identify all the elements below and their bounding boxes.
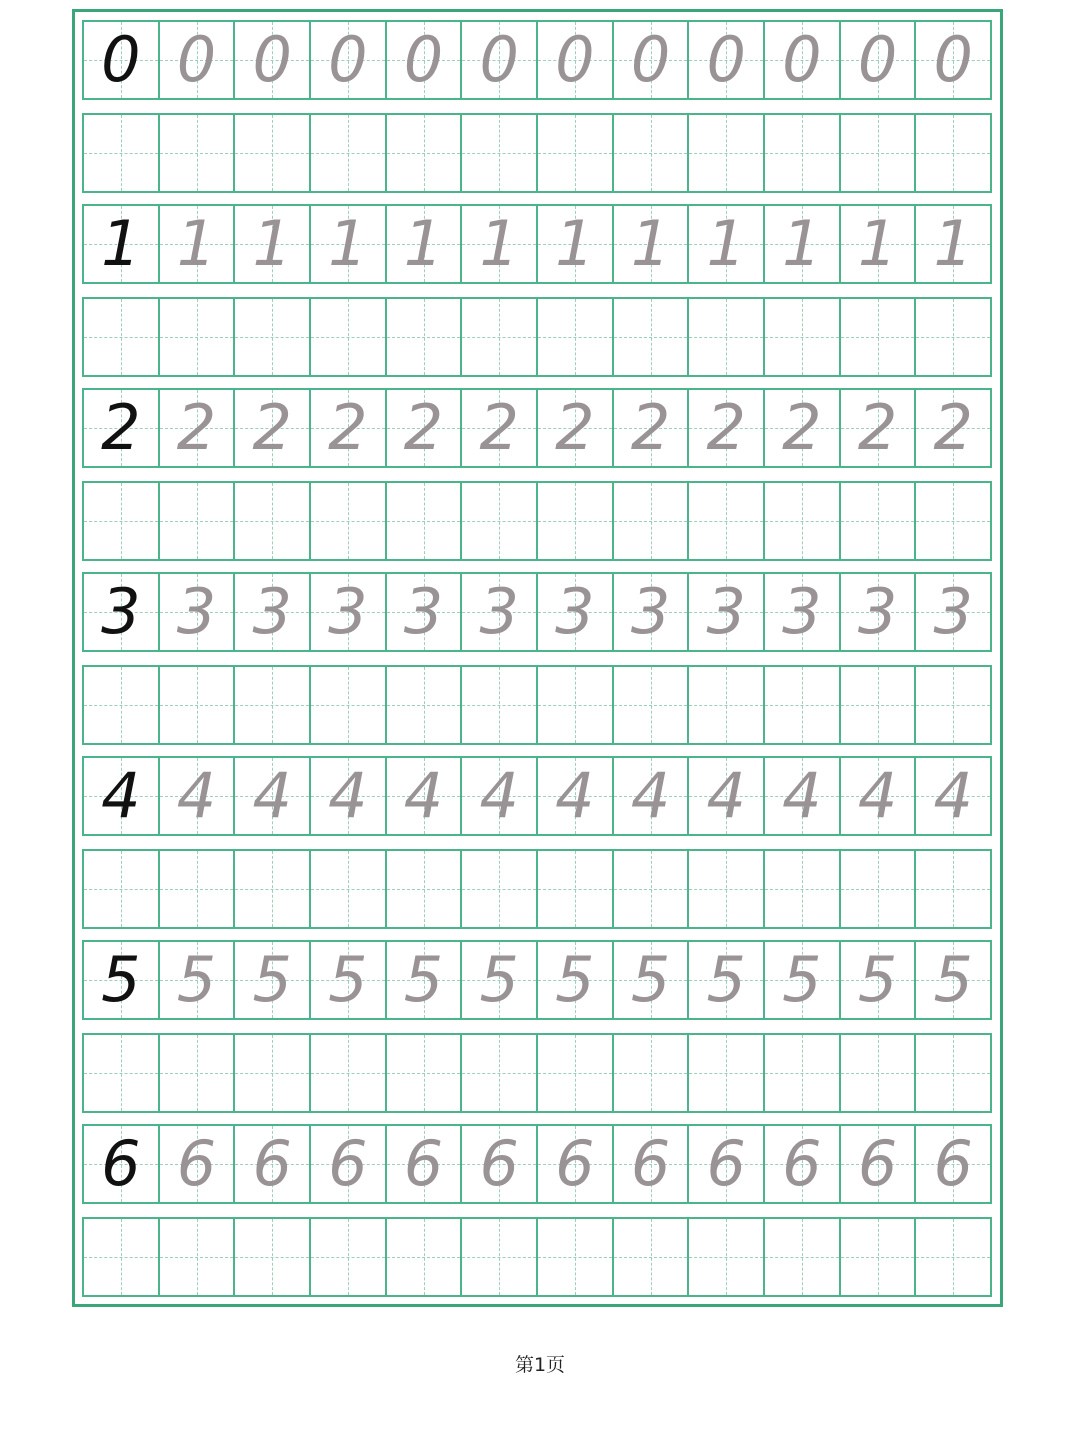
trace-cell bbox=[387, 942, 463, 1018]
model-cell bbox=[84, 758, 160, 834]
writing-cell[interactable] bbox=[765, 667, 841, 743]
trace-digit: 1 bbox=[479, 207, 519, 280]
trace-cell bbox=[765, 206, 841, 282]
trace-digit: 6 bbox=[328, 1127, 368, 1200]
writing-cell[interactable] bbox=[160, 851, 236, 927]
writing-cell[interactable] bbox=[84, 483, 160, 559]
writing-cell[interactable] bbox=[614, 483, 690, 559]
writing-cell[interactable] bbox=[614, 1035, 690, 1111]
trace-digit: 4 bbox=[857, 759, 898, 832]
trace-cell bbox=[387, 574, 463, 650]
trace-digit: 2 bbox=[555, 391, 595, 464]
writing-cell[interactable] bbox=[689, 1035, 765, 1111]
trace-cell bbox=[311, 1126, 387, 1202]
trace-digit: 6 bbox=[933, 1127, 973, 1200]
writing-cell[interactable] bbox=[916, 851, 992, 927]
trace-cell bbox=[311, 574, 387, 650]
writing-cell[interactable] bbox=[84, 115, 160, 191]
trace-cell bbox=[841, 942, 917, 1018]
model-digit: 4 bbox=[101, 759, 141, 832]
writing-cell[interactable] bbox=[765, 851, 841, 927]
trace-cell bbox=[765, 574, 841, 650]
practice-row-4 bbox=[82, 849, 992, 929]
trace-digit: 6 bbox=[555, 1127, 595, 1200]
digit-row-3 bbox=[82, 572, 992, 652]
trace-cell bbox=[689, 206, 765, 282]
trace-digit: 1 bbox=[706, 207, 746, 280]
trace-cell bbox=[160, 758, 236, 834]
trace-digit: 4 bbox=[252, 759, 292, 832]
trace-cell bbox=[841, 206, 917, 282]
trace-cell bbox=[235, 758, 311, 834]
writing-cell[interactable] bbox=[387, 851, 463, 927]
trace-cell bbox=[916, 206, 992, 282]
trace-digit: 3 bbox=[403, 575, 444, 648]
trace-digit: 2 bbox=[176, 391, 217, 464]
trace-digit: 0 bbox=[630, 23, 671, 96]
model-cell bbox=[84, 1126, 160, 1202]
writing-cell[interactable] bbox=[614, 299, 690, 375]
trace-cell bbox=[462, 758, 538, 834]
writing-cell[interactable] bbox=[462, 1035, 538, 1111]
trace-cell bbox=[538, 574, 614, 650]
writing-cell[interactable] bbox=[765, 1035, 841, 1111]
trace-cell bbox=[160, 1126, 236, 1202]
trace-cell bbox=[160, 206, 236, 282]
trace-cell bbox=[841, 758, 917, 834]
trace-digit: 5 bbox=[630, 943, 671, 1016]
writing-cell[interactable] bbox=[765, 1219, 841, 1295]
trace-cell bbox=[765, 1126, 841, 1202]
writing-cell[interactable] bbox=[916, 667, 992, 743]
trace-cell bbox=[614, 574, 690, 650]
trace-digit: 3 bbox=[328, 575, 368, 648]
digit-row-5 bbox=[82, 940, 992, 1020]
digit-row-6 bbox=[82, 1124, 992, 1204]
trace-cell bbox=[387, 206, 463, 282]
writing-cell[interactable] bbox=[235, 115, 311, 191]
trace-digit: 4 bbox=[630, 759, 671, 832]
trace-digit: 6 bbox=[857, 1127, 898, 1200]
writing-cell[interactable] bbox=[311, 667, 387, 743]
trace-cell bbox=[311, 206, 387, 282]
trace-cell bbox=[538, 390, 614, 466]
trace-digit: 0 bbox=[328, 23, 368, 96]
trace-digit: 5 bbox=[479, 943, 519, 1016]
trace-cell bbox=[765, 22, 841, 98]
writing-cell[interactable] bbox=[689, 299, 765, 375]
trace-digit: 3 bbox=[782, 575, 822, 648]
trace-cell bbox=[841, 390, 917, 466]
writing-cell[interactable] bbox=[311, 115, 387, 191]
trace-digit: 0 bbox=[403, 23, 444, 96]
trace-digit: 2 bbox=[857, 391, 898, 464]
writing-cell[interactable] bbox=[916, 483, 992, 559]
trace-cell bbox=[614, 1126, 690, 1202]
trace-cell bbox=[538, 22, 614, 98]
writing-cell[interactable] bbox=[160, 1035, 236, 1111]
trace-digit: 1 bbox=[176, 207, 217, 280]
model-cell bbox=[84, 22, 160, 98]
writing-cell[interactable] bbox=[160, 115, 236, 191]
trace-cell bbox=[538, 758, 614, 834]
writing-cell[interactable] bbox=[462, 483, 538, 559]
trace-cell bbox=[538, 1126, 614, 1202]
trace-cell bbox=[311, 22, 387, 98]
writing-cell[interactable] bbox=[538, 851, 614, 927]
writing-cell[interactable] bbox=[160, 483, 236, 559]
trace-digit: 0 bbox=[176, 23, 217, 96]
writing-cell[interactable] bbox=[614, 115, 690, 191]
trace-cell bbox=[614, 22, 690, 98]
model-digit: 5 bbox=[101, 943, 141, 1016]
trace-cell bbox=[462, 574, 538, 650]
trace-digit: 5 bbox=[252, 943, 292, 1016]
trace-cell bbox=[538, 206, 614, 282]
writing-cell[interactable] bbox=[689, 667, 765, 743]
trace-cell bbox=[160, 942, 236, 1018]
trace-digit: 4 bbox=[933, 759, 973, 832]
trace-digit: 4 bbox=[706, 759, 746, 832]
writing-cell[interactable] bbox=[311, 1035, 387, 1111]
writing-cell[interactable] bbox=[387, 1035, 463, 1111]
trace-digit: 1 bbox=[555, 207, 595, 280]
writing-cell[interactable] bbox=[916, 1035, 992, 1111]
trace-digit: 3 bbox=[857, 575, 898, 648]
trace-cell bbox=[689, 942, 765, 1018]
model-digit: 3 bbox=[101, 575, 141, 648]
trace-digit: 5 bbox=[176, 943, 217, 1016]
writing-cell[interactable] bbox=[689, 483, 765, 559]
model-cell bbox=[84, 390, 160, 466]
digit-row-1 bbox=[82, 204, 992, 284]
practice-row-3 bbox=[82, 665, 992, 745]
trace-digit: 4 bbox=[328, 759, 368, 832]
trace-cell bbox=[235, 206, 311, 282]
digit-row-4 bbox=[82, 756, 992, 836]
writing-cell[interactable] bbox=[841, 115, 917, 191]
trace-cell bbox=[462, 22, 538, 98]
writing-cell[interactable] bbox=[689, 115, 765, 191]
writing-cell[interactable] bbox=[765, 483, 841, 559]
writing-cell[interactable] bbox=[84, 1219, 160, 1295]
writing-cell[interactable] bbox=[614, 667, 690, 743]
model-cell bbox=[84, 206, 160, 282]
model-digit: 1 bbox=[101, 207, 141, 280]
writing-cell[interactable] bbox=[916, 299, 992, 375]
writing-cell[interactable] bbox=[841, 483, 917, 559]
trace-cell bbox=[916, 22, 992, 98]
writing-cell[interactable] bbox=[689, 1219, 765, 1295]
practice-row-6 bbox=[82, 1217, 992, 1297]
trace-cell bbox=[387, 390, 463, 466]
trace-digit: 2 bbox=[782, 391, 822, 464]
trace-digit: 5 bbox=[933, 943, 973, 1016]
trace-cell bbox=[689, 758, 765, 834]
writing-cell[interactable] bbox=[614, 851, 690, 927]
trace-cell bbox=[765, 390, 841, 466]
writing-cell[interactable] bbox=[462, 299, 538, 375]
page-number: 第1页 bbox=[514, 1354, 566, 1376]
trace-cell bbox=[916, 758, 992, 834]
writing-cell[interactable] bbox=[235, 483, 311, 559]
trace-cell bbox=[462, 206, 538, 282]
trace-digit: 5 bbox=[555, 943, 595, 1016]
writing-cell[interactable] bbox=[841, 851, 917, 927]
writing-cell[interactable] bbox=[84, 667, 160, 743]
trace-digit: 1 bbox=[933, 207, 973, 280]
trace-cell bbox=[311, 942, 387, 1018]
writing-cell[interactable] bbox=[841, 299, 917, 375]
writing-cell[interactable] bbox=[84, 1035, 160, 1111]
writing-cell[interactable] bbox=[841, 1219, 917, 1295]
trace-cell bbox=[235, 574, 311, 650]
writing-cell[interactable] bbox=[765, 115, 841, 191]
trace-digit: 0 bbox=[782, 23, 822, 96]
writing-cell[interactable] bbox=[311, 851, 387, 927]
writing-cell[interactable] bbox=[387, 299, 463, 375]
trace-digit: 2 bbox=[479, 391, 519, 464]
trace-cell bbox=[916, 942, 992, 1018]
trace-cell bbox=[462, 942, 538, 1018]
trace-digit: 5 bbox=[328, 943, 368, 1016]
trace-cell bbox=[765, 758, 841, 834]
trace-cell bbox=[160, 22, 236, 98]
trace-digit: 2 bbox=[706, 391, 746, 464]
trace-digit: 4 bbox=[479, 759, 519, 832]
trace-digit: 6 bbox=[782, 1127, 822, 1200]
writing-cell[interactable] bbox=[235, 851, 311, 927]
trace-digit: 0 bbox=[857, 23, 898, 96]
trace-cell bbox=[841, 574, 917, 650]
trace-digit: 3 bbox=[630, 575, 671, 648]
trace-cell bbox=[235, 390, 311, 466]
trace-cell bbox=[614, 942, 690, 1018]
writing-cell[interactable] bbox=[235, 299, 311, 375]
trace-digit: 3 bbox=[933, 575, 973, 648]
trace-digit: 1 bbox=[782, 207, 822, 280]
writing-cell[interactable] bbox=[387, 667, 463, 743]
trace-cell bbox=[538, 942, 614, 1018]
trace-digit: 6 bbox=[403, 1127, 444, 1200]
writing-cell[interactable] bbox=[538, 115, 614, 191]
model-digit: 0 bbox=[101, 23, 141, 96]
writing-cell[interactable] bbox=[689, 851, 765, 927]
writing-cell[interactable] bbox=[916, 1219, 992, 1295]
digit-row-2 bbox=[82, 388, 992, 468]
digit-row-0 bbox=[82, 20, 992, 100]
practice-row-1 bbox=[82, 297, 992, 377]
trace-cell bbox=[689, 1126, 765, 1202]
trace-digit: 1 bbox=[857, 207, 898, 280]
trace-digit: 1 bbox=[328, 207, 368, 280]
writing-cell[interactable] bbox=[387, 1219, 463, 1295]
writing-cell[interactable] bbox=[160, 667, 236, 743]
trace-cell bbox=[160, 390, 236, 466]
writing-cell[interactable] bbox=[841, 667, 917, 743]
writing-cell[interactable] bbox=[235, 1219, 311, 1295]
trace-cell bbox=[235, 942, 311, 1018]
trace-digit: 6 bbox=[479, 1127, 519, 1200]
writing-cell[interactable] bbox=[235, 1035, 311, 1111]
writing-cell[interactable] bbox=[538, 1035, 614, 1111]
model-digit: 6 bbox=[101, 1127, 141, 1200]
trace-cell bbox=[462, 390, 538, 466]
trace-digit: 5 bbox=[403, 943, 444, 1016]
trace-digit: 2 bbox=[328, 391, 368, 464]
model-cell bbox=[84, 574, 160, 650]
writing-cell[interactable] bbox=[462, 851, 538, 927]
writing-cell[interactable] bbox=[916, 115, 992, 191]
trace-digit: 4 bbox=[555, 759, 595, 832]
trace-cell bbox=[311, 390, 387, 466]
trace-digit: 2 bbox=[933, 391, 973, 464]
practice-row-5 bbox=[82, 1033, 992, 1113]
trace-digit: 0 bbox=[479, 23, 519, 96]
trace-digit: 3 bbox=[479, 575, 519, 648]
trace-digit: 5 bbox=[782, 943, 822, 1016]
trace-digit: 3 bbox=[706, 575, 746, 648]
trace-cell bbox=[916, 390, 992, 466]
trace-cell bbox=[614, 206, 690, 282]
writing-cell[interactable] bbox=[462, 115, 538, 191]
writing-cell[interactable] bbox=[387, 115, 463, 191]
trace-cell bbox=[387, 22, 463, 98]
writing-cell[interactable] bbox=[538, 299, 614, 375]
trace-cell bbox=[160, 574, 236, 650]
writing-cell[interactable] bbox=[84, 851, 160, 927]
writing-cell[interactable] bbox=[311, 483, 387, 559]
trace-cell bbox=[387, 1126, 463, 1202]
model-digit: 2 bbox=[101, 391, 141, 464]
writing-cell[interactable] bbox=[765, 299, 841, 375]
trace-cell bbox=[841, 22, 917, 98]
writing-cell[interactable] bbox=[538, 483, 614, 559]
writing-cell[interactable] bbox=[841, 1035, 917, 1111]
writing-cell[interactable] bbox=[160, 1219, 236, 1295]
trace-cell bbox=[311, 758, 387, 834]
trace-cell bbox=[916, 574, 992, 650]
writing-cell[interactable] bbox=[538, 1219, 614, 1295]
trace-digit: 6 bbox=[630, 1127, 671, 1200]
trace-cell bbox=[235, 22, 311, 98]
trace-digit: 0 bbox=[555, 23, 595, 96]
trace-digit: 4 bbox=[782, 759, 822, 832]
trace-digit: 3 bbox=[252, 575, 292, 648]
trace-cell bbox=[614, 758, 690, 834]
trace-digit: 4 bbox=[176, 759, 217, 832]
model-cell bbox=[84, 942, 160, 1018]
trace-cell bbox=[841, 1126, 917, 1202]
trace-digit: 5 bbox=[857, 943, 898, 1016]
trace-cell bbox=[462, 1126, 538, 1202]
trace-cell bbox=[235, 1126, 311, 1202]
trace-digit: 6 bbox=[176, 1127, 217, 1200]
trace-digit: 0 bbox=[706, 23, 746, 96]
trace-digit: 5 bbox=[706, 943, 746, 1016]
writing-cell[interactable] bbox=[160, 299, 236, 375]
trace-digit: 1 bbox=[630, 207, 671, 280]
practice-row-0 bbox=[82, 113, 992, 193]
writing-cell[interactable] bbox=[538, 667, 614, 743]
trace-cell bbox=[765, 942, 841, 1018]
writing-cell[interactable] bbox=[235, 667, 311, 743]
trace-digit: 1 bbox=[252, 207, 292, 280]
trace-cell bbox=[689, 574, 765, 650]
trace-cell bbox=[614, 390, 690, 466]
trace-digit: 6 bbox=[252, 1127, 292, 1200]
trace-digit: 0 bbox=[252, 23, 292, 96]
trace-cell bbox=[916, 1126, 992, 1202]
trace-cell bbox=[387, 758, 463, 834]
trace-digit: 0 bbox=[933, 23, 973, 96]
trace-digit: 1 bbox=[403, 207, 444, 280]
practice-row-2 bbox=[82, 481, 992, 561]
trace-cell bbox=[689, 22, 765, 98]
writing-cell[interactable] bbox=[311, 1219, 387, 1295]
writing-cell[interactable] bbox=[387, 483, 463, 559]
writing-cell[interactable] bbox=[462, 1219, 538, 1295]
trace-digit: 2 bbox=[252, 391, 292, 464]
trace-cell bbox=[689, 390, 765, 466]
trace-digit: 3 bbox=[176, 575, 217, 648]
trace-digit: 2 bbox=[630, 391, 671, 464]
writing-cell[interactable] bbox=[311, 299, 387, 375]
trace-digit: 2 bbox=[403, 391, 444, 464]
writing-cell[interactable] bbox=[84, 299, 160, 375]
writing-cell[interactable] bbox=[614, 1219, 690, 1295]
trace-digit: 6 bbox=[706, 1127, 746, 1200]
writing-cell[interactable] bbox=[462, 667, 538, 743]
trace-digit: 4 bbox=[403, 759, 444, 832]
trace-digit: 3 bbox=[555, 575, 595, 648]
